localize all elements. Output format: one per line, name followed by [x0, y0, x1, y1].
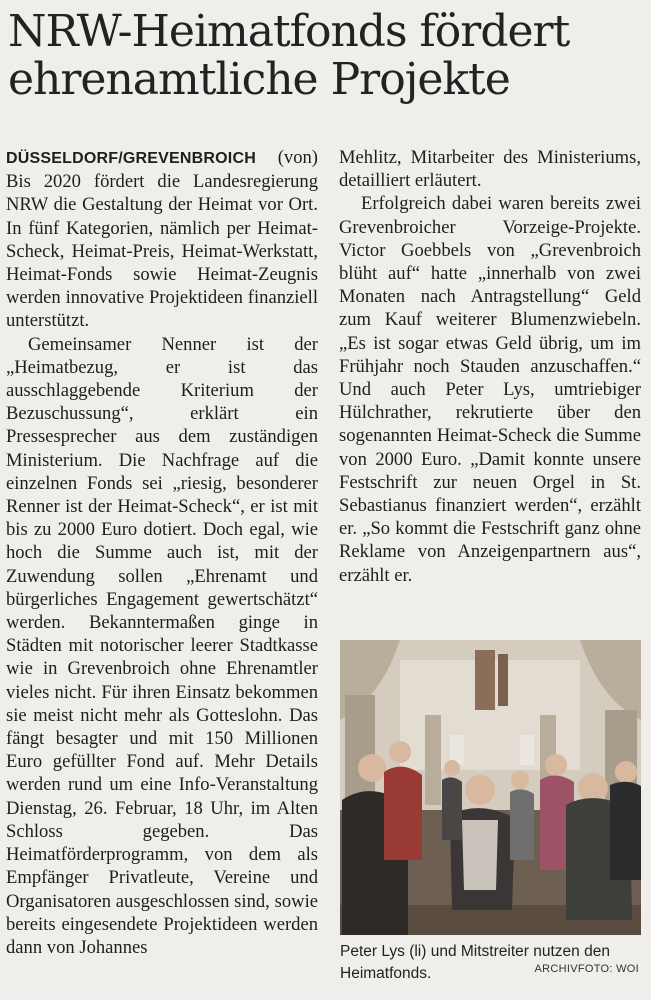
article-column-left	[6, 146, 318, 959]
paragraph-1-text: Bis 2020 fördert die Landesregierung NRW die Gestaltung der Heimat vor Ort. In fünf Kategorien, nämlich per Heimat-Scheck, Heimat-Preis, Heimat-Werkstatt, Heimat-Fonds sowie Heimat-Zeugnis werden innovative Projektideen finanziell unterstützt.	[6, 171, 318, 332]
author-tag: (von)	[277, 147, 318, 168]
paragraph-3: Erfolgreich dabei waren bereits zwei Grevenbroicher Vorzeige-Projekte. Victor Goebbels von „Grevenbroich blüht auf“ hatte „innerhalb von zwei Monaten nach Antragstellung“ Geld zum Kauf weiterer Blumenzwiebeln. „Es ist sogar etwas Geld übrig, um im Frühjahr noch Stauden anzuschaffen.“ Und auch Peter Lys, umtriebiger Hülchrather, rekrutierte über den sogenannten Heimat-Scheck die Summe von 2000 Euro. „Damit konnte unsere Festschrift zur neuen Orgel in St. Sebastianus finanziert werden“, erzählt er. „So kommt die Festschrift ganz ohne Reklame von Anzeigenpartnern aus“, erzählt er.	[339, 193, 641, 586]
church-interior-photo	[340, 640, 641, 935]
headline-line-1: NRW-Heimatfonds fördert	[8, 6, 570, 57]
group-photo	[340, 640, 641, 935]
intro-paragraph	[6, 146, 318, 333]
article-column-right	[339, 146, 641, 587]
paragraph-continuation: Mehlitz, Mitarbeiter des Ministeriums, detailliert erläutert.	[339, 147, 641, 192]
photo-credit: ARCHIVFOTO: WOI	[534, 963, 639, 975]
headline-line-2: ehrenamtliche Projekte	[8, 54, 510, 105]
dateline: DÜSSELDORF/GREVENBROICH	[6, 150, 256, 167]
paragraph-2: Gemeinsamer Nenner ist der „Heimatbezug, er ist das ausschlaggebende Kriterium der Bezuschussung“, erklärt ein Pressesprecher aus dem zuständigen Ministerium. Die Nachfrage auf die einzelnen Fonds sei „riesig, besonderer Renner ist der Heimat-Scheck“, er ist mit bis zu 2000 Euro dotiert. Doch egal, wie hoch die Summe auch ist, mit der Zuwendung sollen „Ehrenamt und bürgerliches Engagement gewertschätzt“ werden. Bekanntermaßen ginge in Städten mit notorischer leerer Stadtkasse wie in Grevenbroich ohne Ehrenamtler vieles nicht. Für ihren Einsatz bekommen sie meist nicht mehr als Gotteslohn. Das fängt besagter und mit 150 Millionen Euro gefüllter Fond auf. Mehr Details werden rund um eine Info-Veranstaltung Dienstag, 26. Februar, 18 Uhr, im Alten Schloss gegeben. Das Heimatförderprogramm, von dem als Empfänger Privatleute, Vereine und Organisatoren ausgeschlossen sind, sowie bereits eingesendete Projektideen werden dann von Johannes	[6, 333, 318, 958]
article-headline	[8, 8, 648, 104]
photo-caption: Peter Lys (li) und Mitstreiter nutzen den Heimatfonds.	[340, 943, 610, 982]
